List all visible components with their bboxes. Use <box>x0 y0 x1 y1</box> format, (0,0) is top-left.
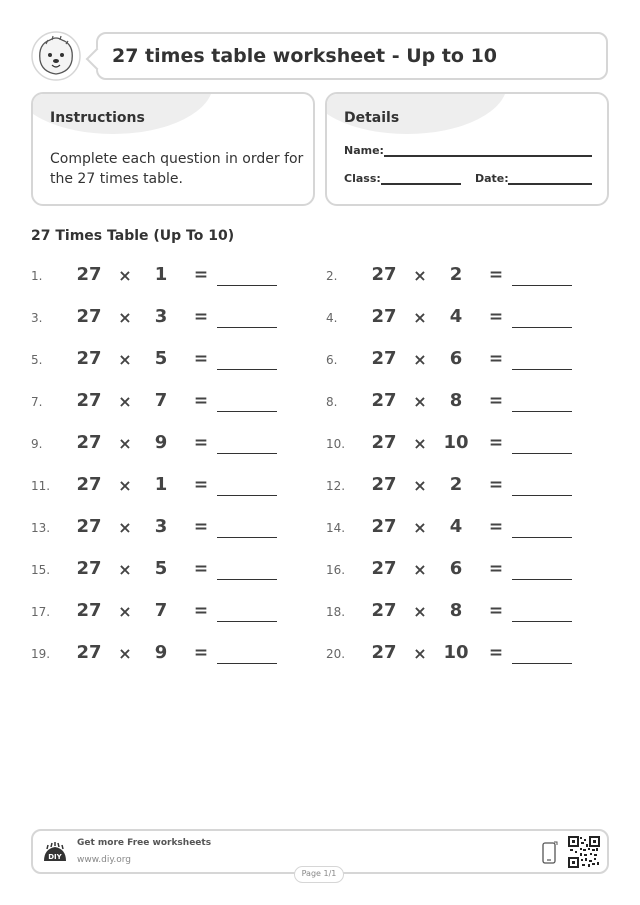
question-row <box>31 264 291 288</box>
answer-blank[interactable] <box>217 495 277 496</box>
question-row <box>31 306 291 330</box>
question-row <box>326 642 586 666</box>
equals-sign: = <box>488 601 504 621</box>
instructions-text: Complete each question in order for the 27 times table. <box>50 151 304 187</box>
equals-sign: = <box>488 517 504 537</box>
multiplier: 2 <box>449 474 463 495</box>
question-row <box>31 600 291 624</box>
footer-url[interactable]: www.diy.org <box>77 855 131 865</box>
times-sign: × <box>413 308 427 327</box>
question-number: 10. <box>326 437 346 451</box>
phone-icon <box>542 841 558 865</box>
question-number: 11. <box>31 479 51 493</box>
multiplier: 4 <box>449 306 463 327</box>
question-row <box>326 474 586 498</box>
equals-sign: = <box>193 349 209 369</box>
multiplicand: 27 <box>76 516 102 537</box>
multiplier: 3 <box>154 516 168 537</box>
equals-sign: = <box>193 601 209 621</box>
question-row <box>326 264 586 288</box>
multiplicand: 27 <box>76 348 102 369</box>
multiplier: 6 <box>449 558 463 579</box>
equals-sign: = <box>488 559 504 579</box>
question-number: 4. <box>326 311 338 325</box>
multiplier: 8 <box>449 600 463 621</box>
times-sign: × <box>118 518 132 537</box>
answer-blank[interactable] <box>512 579 572 580</box>
times-sign: × <box>413 560 427 579</box>
multiplicand: 27 <box>76 558 102 579</box>
multiplicand: 27 <box>371 348 397 369</box>
page-number: Page 1/1 <box>294 866 344 883</box>
times-sign: × <box>118 266 132 285</box>
equals-sign: = <box>488 391 504 411</box>
answer-blank[interactable] <box>217 369 277 370</box>
class-label: Class: <box>344 172 381 185</box>
times-sign: × <box>118 476 132 495</box>
date-field[interactable] <box>508 183 592 185</box>
multiplier: 1 <box>154 264 168 285</box>
answer-blank[interactable] <box>217 663 277 664</box>
multiplicand: 27 <box>76 432 102 453</box>
name-field[interactable] <box>384 155 592 157</box>
equals-sign: = <box>193 265 209 285</box>
footer-title: Get more Free worksheets <box>77 838 212 848</box>
logo-text: DIY <box>48 853 62 861</box>
multiplier: 1 <box>154 474 168 495</box>
date-label: Date: <box>475 172 509 185</box>
multiplier: 9 <box>154 642 168 663</box>
diy-logo-icon <box>42 841 68 867</box>
equals-sign: = <box>488 265 504 285</box>
question-row <box>326 600 586 624</box>
equals-sign: = <box>193 517 209 537</box>
multiplicand: 27 <box>76 600 102 621</box>
equals-sign: = <box>193 391 209 411</box>
answer-blank[interactable] <box>512 285 572 286</box>
question-row <box>326 516 586 540</box>
multiplier: 8 <box>449 390 463 411</box>
multiplicand: 27 <box>76 306 102 327</box>
question-number: 6. <box>326 353 338 367</box>
question-row <box>31 432 291 456</box>
multiplicand: 27 <box>371 642 397 663</box>
equals-sign: = <box>193 643 209 663</box>
times-sign: × <box>413 434 427 453</box>
question-number: 13. <box>31 521 51 535</box>
answer-blank[interactable] <box>512 537 572 538</box>
question-row <box>326 390 586 414</box>
equals-sign: = <box>488 307 504 327</box>
question-number: 14. <box>326 521 346 535</box>
multiplier: 3 <box>154 306 168 327</box>
multiplicand: 27 <box>76 474 102 495</box>
title-banner <box>96 32 608 80</box>
multiplicand: 27 <box>371 474 397 495</box>
answer-blank[interactable] <box>512 411 572 412</box>
answer-blank[interactable] <box>512 327 572 328</box>
details-heading: Details <box>344 110 400 126</box>
question-row <box>326 432 586 456</box>
question-row <box>31 390 291 414</box>
multiplicand: 27 <box>371 600 397 621</box>
question-number: 1. <box>31 269 43 283</box>
equals-sign: = <box>488 433 504 453</box>
mascot-face-icon <box>30 30 82 82</box>
equals-sign: = <box>193 475 209 495</box>
question-row <box>326 558 586 582</box>
times-sign: × <box>118 560 132 579</box>
equals-sign: = <box>193 433 209 453</box>
answer-blank[interactable] <box>512 495 572 496</box>
question-number: 9. <box>31 437 43 451</box>
multiplier: 2 <box>449 264 463 285</box>
multiplicand: 27 <box>371 432 397 453</box>
equals-sign: = <box>193 559 209 579</box>
multiplicand: 27 <box>76 390 102 411</box>
answer-blank[interactable] <box>217 579 277 580</box>
multiplicand: 27 <box>371 516 397 537</box>
name-label: Name: <box>344 144 384 157</box>
equals-sign: = <box>488 643 504 663</box>
instructions-heading: Instructions <box>50 110 145 126</box>
question-row <box>31 642 291 666</box>
multiplier: 10 <box>443 642 469 663</box>
multiplier: 7 <box>154 600 168 621</box>
multiplier: 4 <box>449 516 463 537</box>
section-title: 27 Times Table (Up To 10) <box>31 228 235 244</box>
question-row <box>31 474 291 498</box>
multiplier: 10 <box>443 432 469 453</box>
times-sign: × <box>118 392 132 411</box>
answer-blank[interactable] <box>512 453 572 454</box>
question-number: 2. <box>326 269 338 283</box>
times-sign: × <box>118 602 132 621</box>
times-sign: × <box>118 644 132 663</box>
details-card <box>325 92 609 206</box>
times-sign: × <box>413 644 427 663</box>
answer-blank[interactable] <box>217 453 277 454</box>
question-number: 8. <box>326 395 338 409</box>
question-number: 5. <box>31 353 43 367</box>
multiplicand: 27 <box>76 264 102 285</box>
times-sign: × <box>413 350 427 369</box>
answer-blank[interactable] <box>217 327 277 328</box>
multiplier: 5 <box>154 348 168 369</box>
question-row <box>326 306 586 330</box>
answer-blank[interactable] <box>512 663 572 664</box>
answer-blank[interactable] <box>217 411 277 412</box>
question-number: 18. <box>326 605 346 619</box>
question-number: 12. <box>326 479 346 493</box>
question-number: 17. <box>31 605 51 619</box>
question-row <box>31 516 291 540</box>
answer-blank[interactable] <box>512 621 572 622</box>
multiplicand: 27 <box>371 558 397 579</box>
times-sign: × <box>413 518 427 537</box>
multiplier: 9 <box>154 432 168 453</box>
times-sign: × <box>413 476 427 495</box>
question-number: 3. <box>31 311 43 325</box>
times-sign: × <box>118 308 132 327</box>
multiplicand: 27 <box>371 306 397 327</box>
answer-blank[interactable] <box>512 369 572 370</box>
question-number: 7. <box>31 395 43 409</box>
times-sign: × <box>413 266 427 285</box>
question-row <box>31 348 291 372</box>
question-number: 19. <box>31 647 51 661</box>
page-title: 27 times table worksheet - Up to 10 <box>112 45 498 67</box>
multiplicand: 27 <box>76 642 102 663</box>
multiplier: 5 <box>154 558 168 579</box>
times-sign: × <box>413 392 427 411</box>
question-number: 20. <box>326 647 346 661</box>
answer-blank[interactable] <box>217 621 277 622</box>
equals-sign: = <box>193 307 209 327</box>
question-row <box>326 348 586 372</box>
answer-blank[interactable] <box>217 537 277 538</box>
times-sign: × <box>118 350 132 369</box>
multiplier: 7 <box>154 390 168 411</box>
instructions-card <box>31 92 315 206</box>
times-sign: × <box>413 602 427 621</box>
equals-sign: = <box>488 349 504 369</box>
equals-sign: = <box>488 475 504 495</box>
class-field[interactable] <box>381 183 461 185</box>
multiplier: 6 <box>449 348 463 369</box>
question-number: 16. <box>326 563 346 577</box>
question-row <box>31 558 291 582</box>
question-number: 15. <box>31 563 51 577</box>
answer-blank[interactable] <box>217 285 277 286</box>
times-sign: × <box>118 434 132 453</box>
multiplicand: 27 <box>371 264 397 285</box>
qr-code-icon <box>568 836 600 868</box>
multiplicand: 27 <box>371 390 397 411</box>
